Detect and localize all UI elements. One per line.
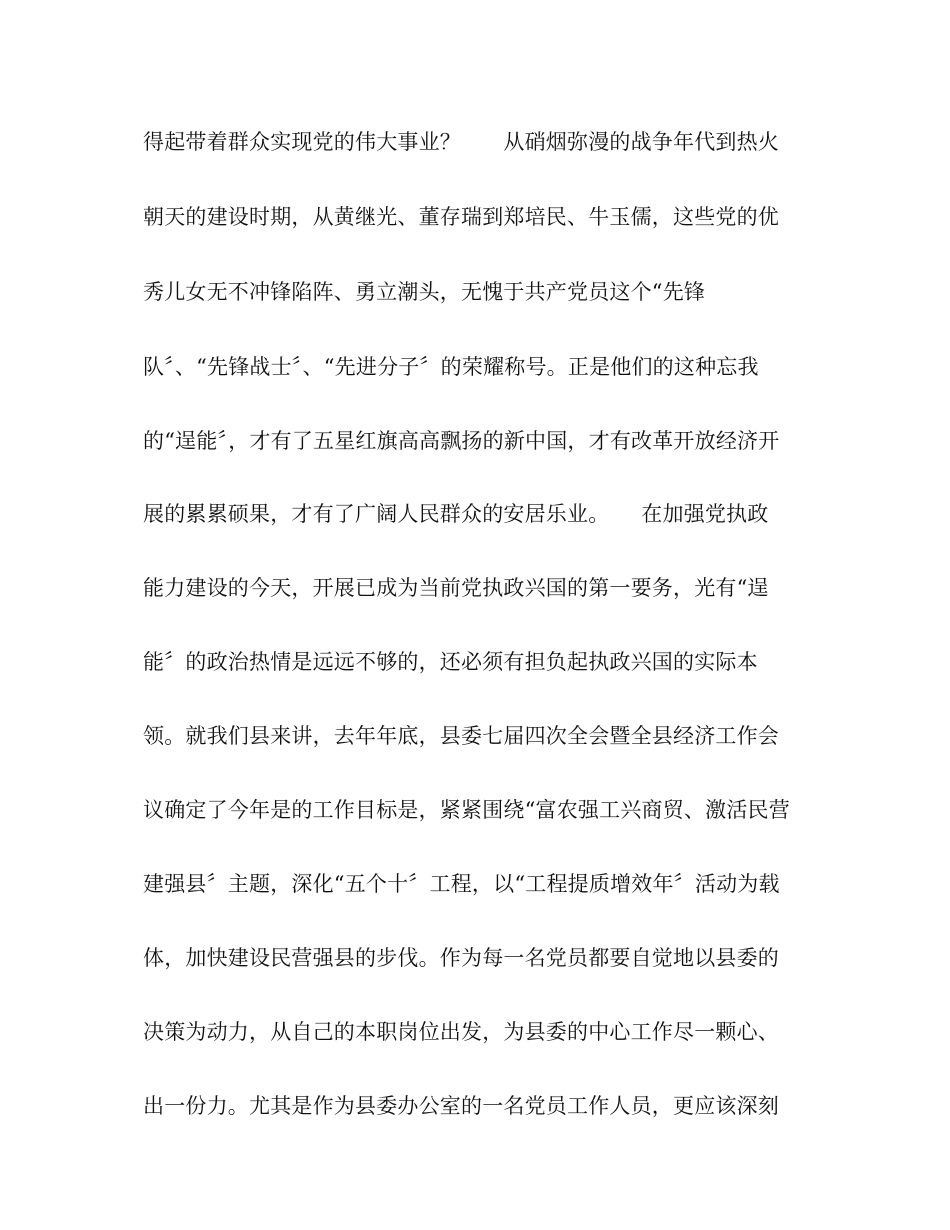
text-line: 朝天的建设时期，从黄继光、董存瑞到郑培民、牛玉儒，这些党的优: [143, 205, 779, 229]
text-line: 的“逞能〞，才有了五星红旗高高飘扬的新中国，才有改革开放经济开: [143, 429, 780, 453]
text-line: 得起带着群众实现党的伟大事业？ 从硝烟弥漫的战争年代到热火: [143, 130, 779, 154]
text-line: 能力建设的今天，开展已成为当前党执政兴国的第一要务，光有“逞: [143, 576, 769, 600]
text-line: 秀儿女无不冲锋陷阵、勇立潮头，无愧于共产党员这个“先锋: [143, 280, 706, 304]
text-line: 出一份力。尤其是作为县委办公室的一名党员工作人员，更应该深刻: [143, 1094, 779, 1118]
text-line: 队〞、“先锋战士〞、“先进分子〞的荣耀称号。正是他们的这种忘我: [143, 355, 759, 379]
text-line: 展的累累硕果，才有了广阔人民群众的安居乐业。 在加强党执政: [143, 502, 769, 526]
text-line: 议确定了今年是的工作目标是，紧紧围绕“富农强工兴商贸、激活民营: [143, 798, 790, 822]
text-line: 能〞的政治热情是远远不够的，还必须有担负起执政兴国的实际本: [143, 650, 758, 674]
text-line: 体，加快建设民营强县的步伐。作为每一名党员都要自觉地以县委的: [143, 946, 779, 970]
text-line: 领。就我们县来讲，去年年底，县委七届四次全会暨全县经济工作会: [143, 724, 779, 748]
text-line: 决策为动力，从自己的本职岗位出发，为县委的中心工作尽一颗心、: [143, 1020, 779, 1044]
text-line: 建强县〞主题，深化“五个十〞工程，以“工程提质增效年〞活动为载: [143, 872, 780, 896]
